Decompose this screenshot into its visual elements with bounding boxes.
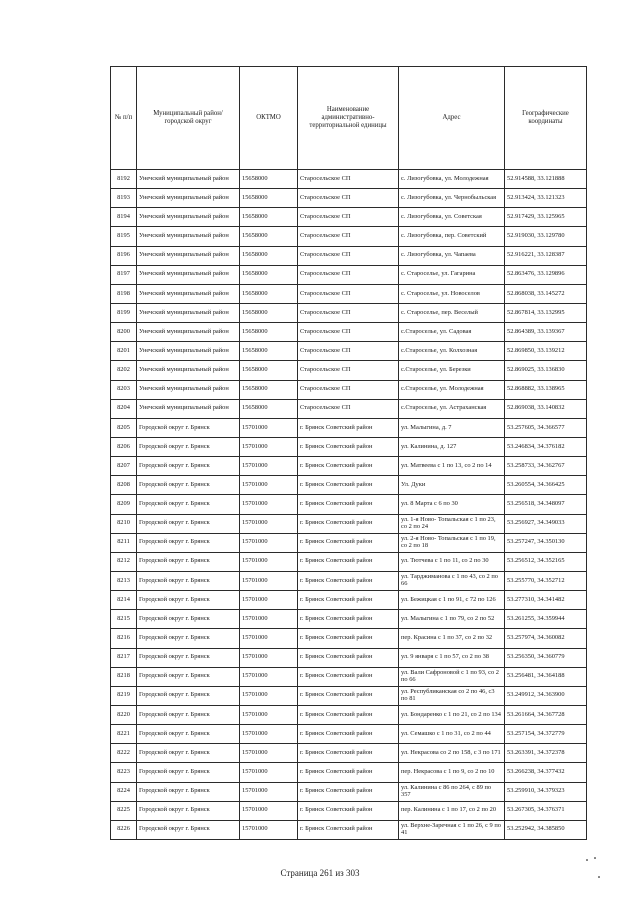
coords-cell: 53.252942, 34.385850 (505, 820, 587, 839)
header-address: Адрес (399, 67, 505, 170)
address-cell: ул. Верхне-Заречная с 1 по 26, с 9 по 41 (399, 820, 505, 839)
unit-cell: г. Брянск Советский район (298, 437, 399, 456)
table-row (111, 284, 587, 303)
table-row (111, 801, 587, 820)
coords-cell: 53.257247, 34.350130 (505, 533, 587, 552)
unit-cell: г. Брянск Советский район (298, 476, 399, 495)
row-number: 8209 (111, 495, 137, 514)
unit-cell: г. Брянск Советский район (298, 514, 399, 533)
table-row (111, 591, 587, 610)
coords-cell: 53.266238, 34.377432 (505, 763, 587, 782)
oktmo-cell: 15701000 (240, 495, 298, 514)
district-cell: Городской округ г. Брянск (137, 744, 240, 763)
unit-cell: г. Брянск Советский район (298, 552, 399, 571)
coords-cell: 52.914588, 33.121888 (505, 170, 587, 189)
register-table (110, 66, 587, 840)
table-row (111, 629, 587, 648)
coords-cell: 53.277310, 34.341482 (505, 591, 587, 610)
row-number: 8197 (111, 265, 137, 284)
table-row (111, 437, 587, 456)
district-cell: Унечский муниципальный район (137, 284, 240, 303)
unit-cell: Старосельское СП (298, 323, 399, 342)
oktmo-cell: 15701000 (240, 457, 298, 476)
address-cell: с. Лизогубовка, пер. Советский (399, 227, 505, 246)
address-cell: ул. 2-я Ново- Топальская с 1 по 19, со 2 по 18 (399, 533, 505, 552)
table-row (111, 361, 587, 380)
oktmo-cell: 15658000 (240, 284, 298, 303)
table-row (111, 610, 587, 629)
oktmo-cell: 15658000 (240, 399, 298, 418)
unit-cell: г. Брянск Советский район (298, 782, 399, 801)
coords-cell: 53.249912, 34.363900 (505, 686, 587, 705)
table-row (111, 648, 587, 667)
district-cell: Городской округ г. Брянск (137, 533, 240, 552)
unit-cell: г. Брянск Советский район (298, 801, 399, 820)
district-cell: Унечский муниципальный район (137, 170, 240, 189)
oktmo-cell: 15701000 (240, 705, 298, 724)
unit-cell: Старосельское СП (298, 189, 399, 208)
address-cell: с.Староселье, ул. Садовая (399, 323, 505, 342)
address-cell: ул. Бежицкая с 1 по 91, с 72 по 126 (399, 591, 505, 610)
row-number: 8200 (111, 323, 137, 342)
district-cell: Городской округ г. Брянск (137, 725, 240, 744)
oktmo-cell: 15701000 (240, 591, 298, 610)
table-row (111, 533, 587, 552)
oktmo-cell: 15658000 (240, 303, 298, 322)
row-number: 8216 (111, 629, 137, 648)
row-number: 8221 (111, 725, 137, 744)
unit-cell: г. Брянск Советский район (298, 763, 399, 782)
unit-cell: Старосельское СП (298, 380, 399, 399)
coords-cell: 53.258733, 34.362767 (505, 457, 587, 476)
table-row (111, 323, 587, 342)
district-cell: Унечский муниципальный район (137, 246, 240, 265)
table-row (111, 686, 587, 705)
address-cell: ул. 1-я Ново- Топальская с 1 по 23, со 2 по 24 (399, 514, 505, 533)
district-cell: Городской округ г. Брянск (137, 418, 240, 437)
table-row (111, 399, 587, 418)
table-body (111, 170, 587, 840)
address-cell: с. Староселье, ул. Новоселов (399, 284, 505, 303)
oktmo-cell: 15658000 (240, 265, 298, 284)
oktmo-cell: 15701000 (240, 801, 298, 820)
table-row (111, 667, 587, 686)
row-number: 8218 (111, 667, 137, 686)
oktmo-cell: 15658000 (240, 342, 298, 361)
coords-cell: 52.917429, 33.125965 (505, 208, 587, 227)
oktmo-cell: 15658000 (240, 227, 298, 246)
district-cell: Городской округ г. Брянск (137, 437, 240, 456)
address-cell: ул. 9 января с 1 по 57, со 2 по 38 (399, 648, 505, 667)
table-row (111, 303, 587, 322)
row-number: 8224 (111, 782, 137, 801)
oktmo-cell: 15701000 (240, 437, 298, 456)
address-cell: с. Лизогубовка, ул. Чапаева (399, 246, 505, 265)
district-cell: Унечский муниципальный район (137, 323, 240, 342)
row-number: 8207 (111, 457, 137, 476)
address-cell: пер. Красина с 1 по 37, со 2 по 32 (399, 629, 505, 648)
address-cell: ул. Вали Сафроновой с 1 по 93, со 2 по 66 (399, 667, 505, 686)
district-cell: Городской округ г. Брянск (137, 457, 240, 476)
table-row (111, 418, 587, 437)
unit-cell: г. Брянск Советский район (298, 725, 399, 744)
district-cell: Унечский муниципальный район (137, 303, 240, 322)
address-cell: с. Лизогубовка, ул. Молодежная (399, 170, 505, 189)
unit-cell: г. Брянск Советский район (298, 571, 399, 590)
unit-cell: Старосельское СП (298, 208, 399, 227)
oktmo-cell: 15701000 (240, 667, 298, 686)
address-cell: ул. Матвеева с 1 по 13, со 2 по 14 (399, 457, 505, 476)
address-cell: ул. Семашко с 1 по 31, со 2 по 44 (399, 725, 505, 744)
oktmo-cell: 15701000 (240, 744, 298, 763)
address-cell: с.Староселье, ул. Березки (399, 361, 505, 380)
row-number: 8198 (111, 284, 137, 303)
address-cell: ул. Калинина с 86 по 264, с 89 по 357 (399, 782, 505, 801)
unit-cell: г. Брянск Советский район (298, 610, 399, 629)
table-row (111, 552, 587, 571)
oktmo-cell: 15701000 (240, 629, 298, 648)
oktmo-cell: 15701000 (240, 820, 298, 839)
oktmo-cell: 15701000 (240, 552, 298, 571)
address-cell: ул. Малыгина, д. 7 (399, 418, 505, 437)
oktmo-cell: 15658000 (240, 380, 298, 399)
header-unit: Наименование административно-территориальной единицы (298, 67, 399, 170)
table-row (111, 514, 587, 533)
coords-cell: 53.267305, 34.376371 (505, 801, 587, 820)
row-number: 8210 (111, 514, 137, 533)
address-cell: Ул. Дуки (399, 476, 505, 495)
district-cell: Городской округ г. Брянск (137, 782, 240, 801)
coords-cell: 52.868038, 33.145272 (505, 284, 587, 303)
oktmo-cell: 15658000 (240, 323, 298, 342)
district-cell: Городской округ г. Брянск (137, 763, 240, 782)
table-row (111, 744, 587, 763)
unit-cell: Старосельское СП (298, 246, 399, 265)
header-oktmo: ОКТМО (240, 67, 298, 170)
row-number: 8213 (111, 571, 137, 590)
unit-cell: г. Брянск Советский район (298, 705, 399, 724)
unit-cell: Старосельское СП (298, 170, 399, 189)
oktmo-cell: 15701000 (240, 418, 298, 437)
row-number: 8192 (111, 170, 137, 189)
unit-cell: г. Брянск Советский район (298, 629, 399, 648)
coords-cell: 52.919030, 33.129780 (505, 227, 587, 246)
coords-cell: 52.869850, 33.139212 (505, 342, 587, 361)
district-cell: Городской округ г. Брянск (137, 629, 240, 648)
row-number: 8206 (111, 437, 137, 456)
coords-cell: 53.256350, 34.360779 (505, 648, 587, 667)
coords-cell: 52.869038, 33.140832 (505, 399, 587, 418)
table-row (111, 380, 587, 399)
oktmo-cell: 15701000 (240, 686, 298, 705)
address-cell: с. Староселье, ул. Гагарина (399, 265, 505, 284)
unit-cell: Старосельское СП (298, 361, 399, 380)
table-row (111, 495, 587, 514)
address-cell: с.Староселье, ул. Астраханская (399, 399, 505, 418)
district-cell: Городской округ г. Брянск (137, 705, 240, 724)
coords-cell: 52.864389, 33.139367 (505, 323, 587, 342)
row-number: 8220 (111, 705, 137, 724)
district-cell: Городской округ г. Брянск (137, 820, 240, 839)
coords-cell: 53.256481, 34.364188 (505, 667, 587, 686)
unit-cell: г. Брянск Советский район (298, 744, 399, 763)
address-cell: с. Староселье, пер. Веселый (399, 303, 505, 322)
address-cell: ул. 8 Марта с 6 по 30 (399, 495, 505, 514)
oktmo-cell: 15701000 (240, 476, 298, 495)
district-cell: Унечский муниципальный район (137, 361, 240, 380)
header-num: № п/п (111, 67, 137, 170)
district-cell: Унечский муниципальный район (137, 342, 240, 361)
header-district: Муниципальный район/городской округ (137, 67, 240, 170)
unit-cell: г. Брянск Советский район (298, 457, 399, 476)
district-cell: Унечский муниципальный район (137, 227, 240, 246)
district-cell: Унечский муниципальный район (137, 399, 240, 418)
unit-cell: г. Брянск Советский район (298, 533, 399, 552)
unit-cell: г. Брянск Советский район (298, 667, 399, 686)
oktmo-cell: 15701000 (240, 533, 298, 552)
page-footer: Страница 261 из 303 (280, 868, 360, 878)
table-row (111, 725, 587, 744)
unit-cell: Старосельское СП (298, 303, 399, 322)
table-row (111, 457, 587, 476)
table-header-row (111, 67, 587, 170)
district-cell: Городской округ г. Брянск (137, 801, 240, 820)
district-cell: Городской округ г. Брянск (137, 591, 240, 610)
coords-cell: 53.263391, 34.372378 (505, 744, 587, 763)
unit-cell: Старосельское СП (298, 399, 399, 418)
row-number: 8195 (111, 227, 137, 246)
coords-cell: 53.246834, 34.376182 (505, 437, 587, 456)
unit-cell: г. Брянск Советский район (298, 591, 399, 610)
row-number: 8202 (111, 361, 137, 380)
row-number: 8223 (111, 763, 137, 782)
coords-cell: 53.261664, 34.367728 (505, 705, 587, 724)
unit-cell: г. Брянск Советский район (298, 418, 399, 437)
district-cell: Городской округ г. Брянск (137, 571, 240, 590)
oktmo-cell: 15658000 (240, 208, 298, 227)
coords-cell: 52.916221, 33.128387 (505, 246, 587, 265)
oktmo-cell: 15701000 (240, 514, 298, 533)
district-cell: Унечский муниципальный район (137, 208, 240, 227)
unit-cell: г. Брянск Советский район (298, 495, 399, 514)
table-row (111, 782, 587, 801)
unit-cell: Старосельское СП (298, 342, 399, 361)
coords-cell: 52.867814, 33.132995 (505, 303, 587, 322)
address-cell: пер. Некрасова с 1 по 9, со 2 по 10 (399, 763, 505, 782)
table-row (111, 208, 587, 227)
row-number: 8215 (111, 610, 137, 629)
district-cell: Унечский муниципальный район (137, 265, 240, 284)
coords-cell: 52.863476, 33.129896 (505, 265, 587, 284)
oktmo-cell: 15658000 (240, 189, 298, 208)
table-row (111, 476, 587, 495)
district-cell: Городской округ г. Брянск (137, 476, 240, 495)
oktmo-cell: 15658000 (240, 361, 298, 380)
row-number: 8219 (111, 686, 137, 705)
scan-speck (598, 876, 600, 878)
district-cell: Городской округ г. Брянск (137, 610, 240, 629)
address-cell: ул. Бондаренко с 1 по 21, со 2 по 134 (399, 705, 505, 724)
table-row (111, 265, 587, 284)
district-cell: Унечский муниципальный район (137, 189, 240, 208)
table-row (111, 170, 587, 189)
row-number: 8214 (111, 591, 137, 610)
scan-speck (586, 859, 588, 861)
row-number: 8217 (111, 648, 137, 667)
table-row (111, 705, 587, 724)
address-cell: ул. Малыгина с 1 по 79, со 2 по 52 (399, 610, 505, 629)
district-cell: Городской округ г. Брянск (137, 667, 240, 686)
unit-cell: г. Брянск Советский район (298, 648, 399, 667)
coords-cell: 53.256512, 34.352165 (505, 552, 587, 571)
address-cell: с. Лизогубовка, ул. Советская (399, 208, 505, 227)
table-row (111, 189, 587, 208)
address-cell: ул. Некрасова со 2 по 158, с 3 по 171 (399, 744, 505, 763)
address-cell: с. Лизогубовка, ул. Чернобыльская (399, 189, 505, 208)
table-row (111, 227, 587, 246)
unit-cell: Старосельское СП (298, 265, 399, 284)
row-number: 8203 (111, 380, 137, 399)
district-cell: Городской округ г. Брянск (137, 495, 240, 514)
unit-cell: г. Брянск Советский район (298, 820, 399, 839)
header-coords: Географические координаты (505, 67, 587, 170)
coords-cell: 53.257154, 34.372779 (505, 725, 587, 744)
coords-cell: 52.913424, 33.121323 (505, 189, 587, 208)
address-cell: ул. Тютчева с 1 по 11, со 2 по 30 (399, 552, 505, 571)
row-number: 8204 (111, 399, 137, 418)
coords-cell: 53.257974, 34.360082 (505, 629, 587, 648)
address-cell: пер. Калинина с 1 по 17, со 2 по 20 (399, 801, 505, 820)
address-cell: ул. Республиканская со 2 по 46, с3 по 81 (399, 686, 505, 705)
oktmo-cell: 15701000 (240, 610, 298, 629)
row-number: 8208 (111, 476, 137, 495)
address-cell: с.Староселье, ул. Колхозная (399, 342, 505, 361)
row-number: 8201 (111, 342, 137, 361)
coords-cell: 53.256927, 34.349033 (505, 514, 587, 533)
row-number: 8199 (111, 303, 137, 322)
coords-cell: 53.259910, 34.379323 (505, 782, 587, 801)
table-row (111, 246, 587, 265)
district-cell: Городской округ г. Брянск (137, 686, 240, 705)
row-number: 8225 (111, 801, 137, 820)
row-number: 8205 (111, 418, 137, 437)
table-row (111, 820, 587, 839)
row-number: 8196 (111, 246, 137, 265)
table-row (111, 763, 587, 782)
unit-cell: Старосельское СП (298, 227, 399, 246)
scan-speck (594, 857, 596, 859)
district-cell: Городской округ г. Брянск (137, 648, 240, 667)
coords-cell: 53.256518, 34.348097 (505, 495, 587, 514)
oktmo-cell: 15701000 (240, 725, 298, 744)
oktmo-cell: 15658000 (240, 246, 298, 265)
district-cell: Унечский муниципальный район (137, 380, 240, 399)
table-row (111, 571, 587, 590)
district-cell: Городской округ г. Брянск (137, 552, 240, 571)
row-number: 8194 (111, 208, 137, 227)
district-cell: Городской округ г. Брянск (137, 514, 240, 533)
unit-cell: Старосельское СП (298, 284, 399, 303)
oktmo-cell: 15701000 (240, 571, 298, 590)
row-number: 8193 (111, 189, 137, 208)
oktmo-cell: 15701000 (240, 763, 298, 782)
coords-cell: 53.261255, 34.359944 (505, 610, 587, 629)
row-number: 8226 (111, 820, 137, 839)
address-cell: с.Староселье, ул. Молодежная (399, 380, 505, 399)
address-cell: ул. Тарджиманова с 1 по 43, со 2 по 66 (399, 571, 505, 590)
oktmo-cell: 15701000 (240, 648, 298, 667)
row-number: 8222 (111, 744, 137, 763)
unit-cell: г. Брянск Советский район (298, 686, 399, 705)
table-row (111, 342, 587, 361)
coords-cell: 52.869025, 33.136830 (505, 361, 587, 380)
oktmo-cell: 15658000 (240, 170, 298, 189)
coords-cell: 52.868882, 33.138965 (505, 380, 587, 399)
address-cell: ул. Калинина, д. 127 (399, 437, 505, 456)
coords-cell: 53.255770, 34.352712 (505, 571, 587, 590)
coords-cell: 53.260554, 34.366425 (505, 476, 587, 495)
row-number: 8212 (111, 552, 137, 571)
oktmo-cell: 15701000 (240, 782, 298, 801)
coords-cell: 53.257605, 34.366577 (505, 418, 587, 437)
row-number: 8211 (111, 533, 137, 552)
